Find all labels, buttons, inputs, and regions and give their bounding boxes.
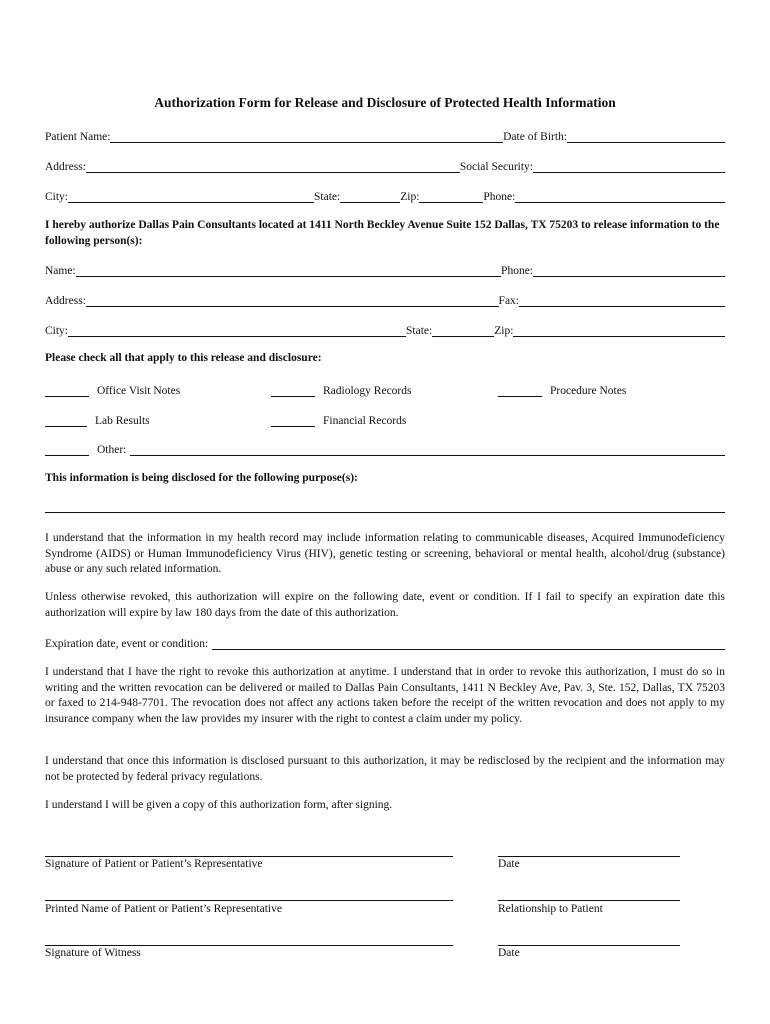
check-procedure[interactable] [498, 381, 626, 397]
recipient-fax-label: Fax: [498, 295, 519, 307]
patient-city-row [45, 187, 725, 203]
recipient-address-label: Address: [45, 295, 86, 307]
recipient-name-field[interactable] [76, 264, 501, 277]
date2-line[interactable] [498, 945, 680, 946]
expiration-field[interactable] [212, 637, 725, 650]
recipient-address-field[interactable] [86, 294, 499, 307]
paragraph-expiration: Unless otherwise revoked, this authorization will expire on the following date, event or condition. If I fail to specify an expiration date this authorization will expire by law 180 days from the date of this authorization. [45, 591, 725, 619]
check-lab[interactable] [45, 411, 150, 427]
dob-label: Date of Birth: [503, 131, 567, 143]
recipient-city-label: City: [45, 325, 69, 337]
recipient-phone-field[interactable] [533, 264, 725, 277]
check-radiology[interactable] [271, 381, 411, 397]
printed-name-line[interactable] [45, 900, 453, 901]
form-title: Authorization Form for Release and Disclosure of Protected Health Information [154, 95, 616, 110]
purpose-field[interactable] [45, 512, 725, 513]
check-other-label: Other: [97, 444, 127, 456]
authorize-statement: I hereby authorize Dallas Pain Consultants located at 1411 North Beckley Avenue Suite 152 Dallas, TX 75203 to release information to the following person(s): [45, 219, 720, 247]
recipient-state-field[interactable] [432, 324, 494, 337]
patient-city-label: City: [45, 191, 69, 203]
witness-signature-label: Signature of Witness [45, 947, 141, 959]
recipient-city-row [45, 321, 725, 337]
paragraph-copy: I understand I will be given a copy of this authorization form, after signing. [45, 799, 393, 811]
recipient-phone-label: Phone: [501, 265, 533, 277]
recipient-city-field[interactable] [68, 324, 406, 337]
check-other-row [45, 440, 725, 456]
patient-zip-field[interactable] [419, 190, 483, 203]
recipient-zip-label: Zip: [494, 325, 514, 337]
recipient-state-label: State: [406, 325, 433, 337]
printed-name-label: Printed Name of Patient or Patient’s Representative [45, 903, 282, 915]
expiration-label: Expiration date, event or condition: [45, 638, 209, 650]
date2-label: Date [498, 947, 520, 959]
paragraph-revoke: I understand that I have the right to revoke this authorization at anytime. I understand that in order to revoke this authorization, I must do so in writing and the written revocation can be delivered or mailed to Dallas Pain Consultants, 1411 N Beckley Ave, Pav. 3, Ste. 152, Dallas, TX 75203 or faxed to 214-948-7701. The revocation does not affect any actions taken before the receipt of the written revocation and does not apply to my insurance company when the law provides my insurer with the right to contest a claim under my policy. [45, 666, 725, 725]
check-office-visit-blank[interactable] [45, 384, 89, 397]
ssn-field[interactable] [533, 160, 725, 173]
paragraph-health-record: I understand that the information in my health record may include information relating to communicable diseases, Acquired Immunodeficiency Syndrome (AIDS) or Human Immunodeficiency Virus (HIV), genetic testing or screening, behavioral or mental health, alcohol/drug (substance) abuse or any such related information. [45, 532, 725, 575]
expiration-row [45, 634, 725, 650]
check-financial[interactable] [271, 411, 406, 427]
relationship-line[interactable] [498, 900, 680, 901]
relationship-label: Relationship to Patient [498, 903, 603, 915]
patient-name-row [45, 127, 725, 143]
check-lab-blank[interactable] [45, 414, 87, 427]
check-procedure-blank[interactable] [498, 384, 542, 397]
check-financial-label: Financial Records [323, 415, 407, 427]
recipient-name-row [45, 261, 725, 277]
check-office-visit-label: Office Visit Notes [97, 385, 181, 397]
recipient-zip-field[interactable] [513, 324, 725, 337]
patient-city-field[interactable] [68, 190, 314, 203]
patient-phone-field[interactable] [515, 190, 725, 203]
recipient-fax-field[interactable] [519, 294, 725, 307]
paragraph-redisclosure: I understand that once this information is disclosed pursuant to this authorization, it may be redisclosed by the recipient and the information may not be protected by federal privacy regulations. [45, 755, 725, 783]
patient-state-label: State: [314, 191, 341, 203]
check-radiology-blank[interactable] [271, 384, 315, 397]
check-office-visit[interactable] [45, 381, 180, 397]
patient-address-label: Address: [45, 161, 86, 173]
patient-state-field[interactable] [340, 190, 400, 203]
check-financial-blank[interactable] [271, 414, 315, 427]
patient-name-field[interactable] [110, 130, 503, 143]
check-lab-label: Lab Results [95, 415, 150, 427]
check-heading: Please check all that apply to this release and disclosure: [45, 352, 322, 364]
patient-name-label: Patient Name: [45, 131, 111, 143]
ssn-label: Social Security: [459, 161, 533, 173]
check-procedure-label: Procedure Notes [550, 385, 627, 397]
patient-signature-label: Signature of Patient or Patient’s Representative [45, 858, 263, 870]
patient-zip-label: Zip: [400, 191, 420, 203]
check-radiology-label: Radiology Records [323, 385, 412, 397]
check-other-field[interactable] [130, 443, 725, 456]
date1-label: Date [498, 858, 520, 870]
date1-line[interactable] [498, 856, 680, 857]
witness-signature-line[interactable] [45, 945, 453, 946]
purpose-heading: This information is being disclosed for the following purpose(s): [45, 472, 358, 484]
dob-field[interactable] [567, 130, 725, 143]
recipient-name-label: Name: [45, 265, 76, 277]
patient-signature-line[interactable] [45, 856, 453, 857]
recipient-address-row [45, 291, 725, 307]
patient-address-field[interactable] [86, 160, 460, 173]
patient-phone-label: Phone: [483, 191, 516, 203]
patient-address-row [45, 157, 725, 173]
check-other-blank[interactable] [45, 443, 89, 456]
